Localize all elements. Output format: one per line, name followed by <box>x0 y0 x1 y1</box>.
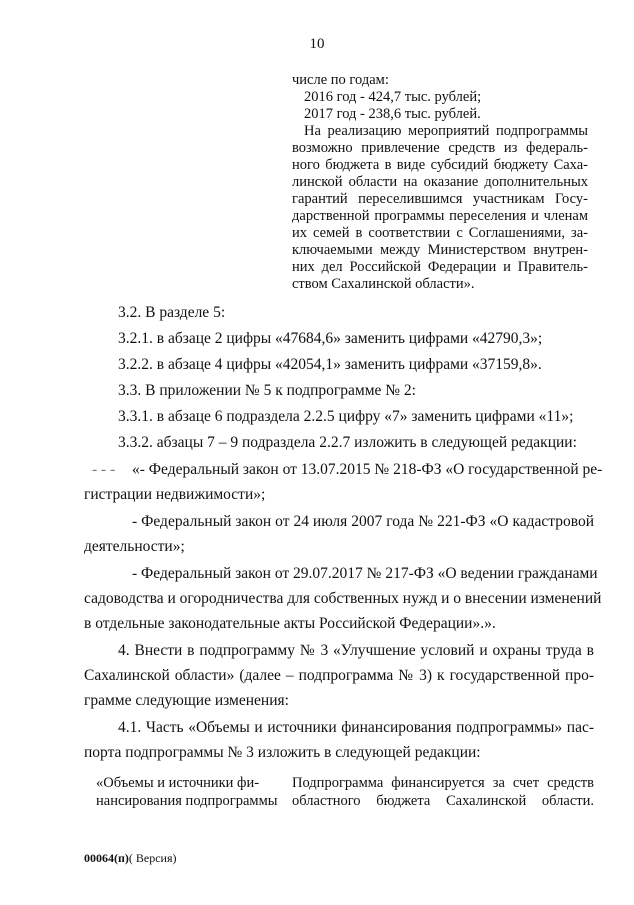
item-3-2: 3.2. В разделе 5: <box>118 304 226 321</box>
table-right-line-1: Подпрограмма финансируется за счет средств <box>292 775 594 791</box>
law-218-line-1: «- Федеральный закон от 13.07.2015 № 218-ФЗ «О государственной ре- <box>132 461 603 478</box>
funding-line: них дел Российской Федерации и Правитель- <box>292 259 588 275</box>
item-4-line-2: Сахалинской области» (далее – подпрограмма № 3) к государственной про- <box>84 667 594 684</box>
table-right-line-2: областного бюджета Сахалинской области. <box>292 793 594 809</box>
item-4-1-line-2: порта подпрограммы № 3 изложить в следующей редакции: <box>84 744 481 761</box>
funding-line: ного бюджета в виде субсидий бюджету Саха- <box>292 157 588 173</box>
law-221-line-2: деятельности»; <box>84 538 185 555</box>
table-left-line-1: «Объемы и источники фи- <box>96 775 260 791</box>
funding-line: ключаемыми между Министерством внутрен- <box>292 242 588 258</box>
item-3-2-1: 3.2.1. в абзаце 2 цифры «47684,6» заменить цифрами «42790,3»; <box>118 330 543 347</box>
passport-table-right-cell <box>292 774 594 810</box>
document-code: 00064(п) <box>84 851 129 865</box>
item-3-2-2: 3.2.2. в абзаце 4 цифры «42054,1» заменить цифрами «37159,8». <box>118 356 542 373</box>
law-217-line-1: - Федеральный закон от 29.07.2017 № 217-ФЗ «О ведении гражданами <box>132 565 598 582</box>
law-218-line-2: гистрации недвижимости»; <box>84 486 266 503</box>
item-4-line-1: 4. Внести в подпрограмму № 3 «Улучшение условий и охраны труда в <box>118 642 594 659</box>
funding-line: их семей в соответствии с Соглашениями, за- <box>292 225 588 241</box>
page-number: 10 <box>309 36 325 52</box>
funding-line: 2016 год - 424,7 тыс. рублей; <box>304 89 482 105</box>
item-4-1-line-1: 4.1. Часть «Объемы и источники финансирования подпрограммы» пас- <box>118 719 594 736</box>
item-3-3-1: 3.3.1. в абзаце 6 подраздела 2.2.5 цифру «7» заменить цифрами «11»; <box>118 408 574 425</box>
item-4-line-3: грамме следующие изменения: <box>84 692 289 709</box>
law-217-line-2: садоводства и огородничества для собственных нужд и о внесении изменений <box>84 590 602 607</box>
funding-line: возможно привлечение средств из федераль- <box>292 140 588 156</box>
document-version: ( Версия) <box>128 851 177 865</box>
funding-line: гарантий переселившимся участникам Госу- <box>292 191 588 207</box>
table-left-line-2: нансирования подпрограммы <box>96 793 278 809</box>
margin-mark: - - - <box>92 461 116 478</box>
passport-table-left-cell <box>96 774 278 810</box>
item-3-3-2: 3.3.2. абзацы 7 – 9 подраздела 2.2.7 изложить в следующей редакции: <box>118 434 577 451</box>
funding-line: дарственной программы переселения и членам <box>292 208 588 224</box>
funding-line: числе по годам: <box>292 72 389 88</box>
law-217-line-3: в отдельные законодательные акты Российской Федерации».». <box>84 615 496 632</box>
funding-line: 2017 год - 238,6 тыс. рублей. <box>304 106 481 122</box>
funding-line: На реализацию мероприятий подпрограммы <box>304 123 588 139</box>
item-3-3: 3.3. В приложении № 5 к подпрограмме № 2: <box>118 382 416 399</box>
funding-years-block <box>292 72 588 293</box>
funding-line: линской области на оказание дополнительных <box>292 174 588 190</box>
funding-line: ством Сахалинской области». <box>292 276 475 292</box>
law-221-line-1: - Федеральный закон от 24 июля 2007 года № 221-ФЗ «О кадастровой <box>132 513 594 530</box>
document-footer <box>84 851 177 866</box>
